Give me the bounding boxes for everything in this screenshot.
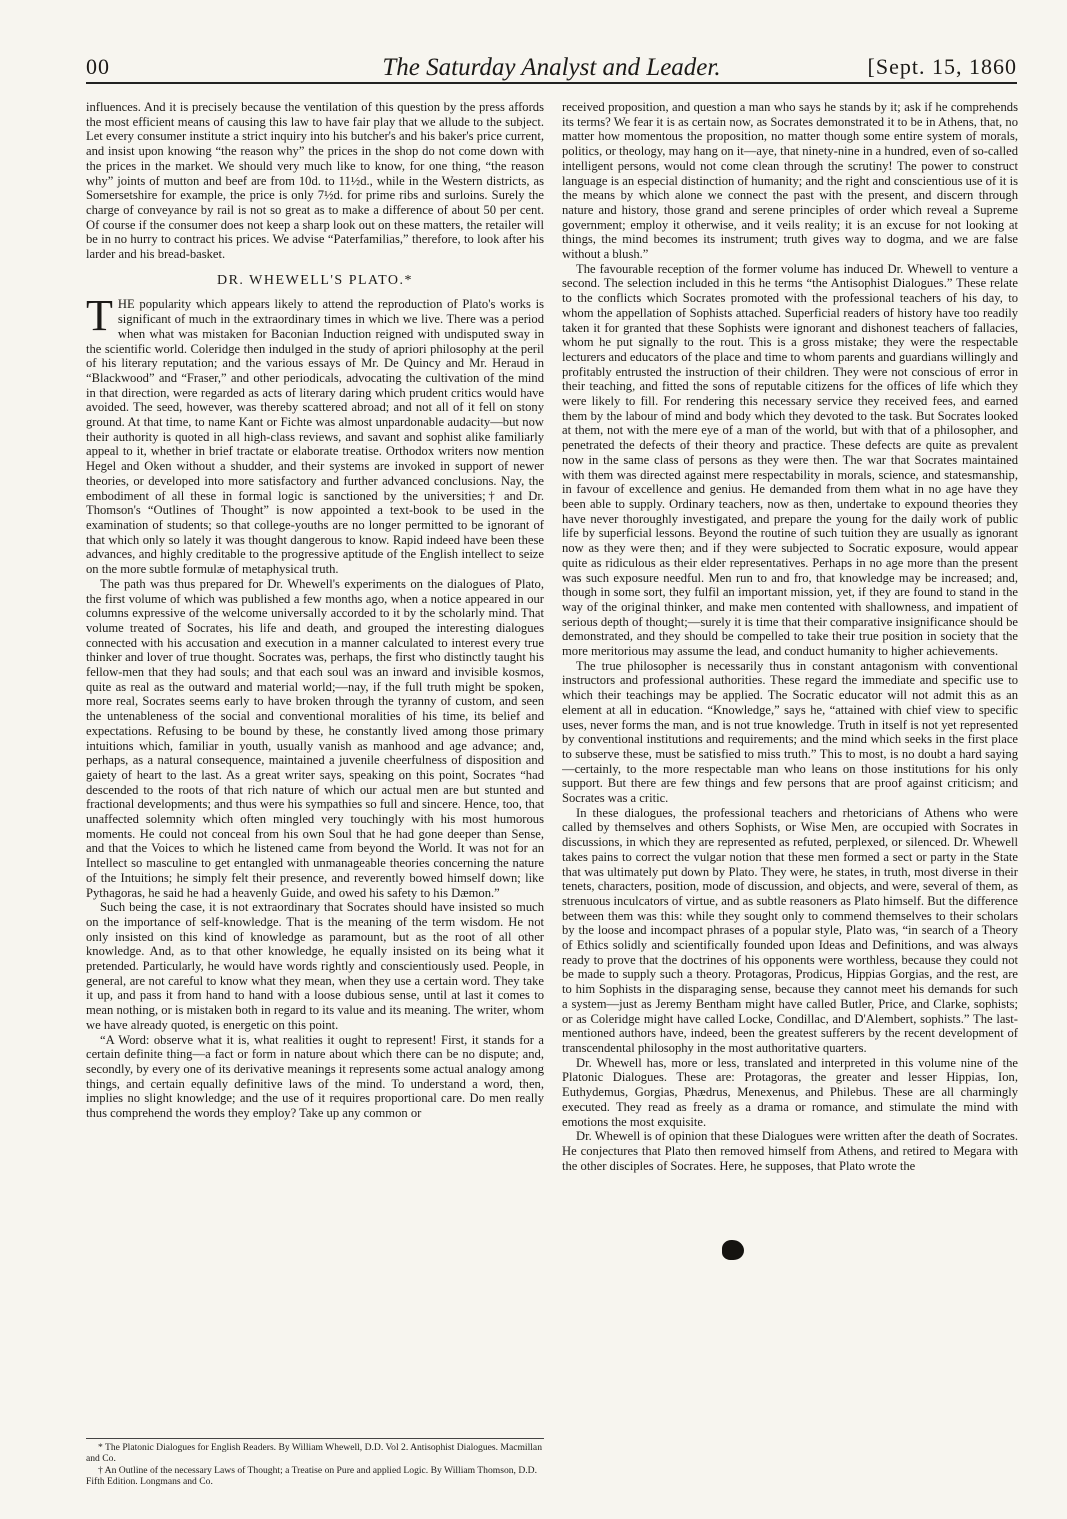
right-column bbox=[562, 100, 1018, 1440]
article-heading: DR. WHEWELL'S PLATO.* bbox=[216, 272, 414, 288]
article-paragraph: The favourable reception of the former volume has induced Dr. Whewell to venture a second. The selection included in this he terms “the Antisophist Dialogues.” These relate to the conflicts which Socrates promoted with the professional teachers of his day, to whom the appellation of Sophists attached. Superficial readers of history have too readily taken it for granted that these Sophists were ignorant and dishonest teachers of fallacies, whom he put signally to the rout. This is a gross mistake; they were the respectable lecturers and educators of the place and time to whom parents and guardians willingly and profitably entrusted the instruction of their children. They were not conscious of error in their teaching, and fitted the sons of reputable citizens for the offices of life which they were likely to fill. For rendering this necessary service they received fees, and earned them by the labour of mind and body which they devoted to the task. But Socrates looked at them, not with the mere eye of a man of the world, but with that of a philosopher, and penetrated the defects of their theory and practice. These defects are quite as prevalent now in the same class of persons as they were then. The war that Socrates maintained with them was directed against mere respectability in morals, science, and statesmanship, in favour of excellence and genius. He demanded from them what in no age have they been able to supply. Ordinary teachers, now as then, undertake to expound theories they have never thoroughly investigated, and prepare the young for the daily work of public life by superficial lessons. Beyond the routine of such tuition they are usually as ignorant now as they were then; and if they were subjected to Socratic exposure, would appear quite as ridiculous as their elder representatives. Perhaps in no age more than the present was such exposure needful. Men run to and fro, that knowledge may be increased; and, though in some sort, they fulfil an important mission, yet, if they are found to stand in the way of the original thinker, and make men contented with shallowness, and impatient of serious depth of thought;—surely it is time that their comparative insignificance should be demonstrated, and they should be compelled to take their true position in society that the more meritorious may assume the lead, and conduct humanity to higher achievements. bbox=[562, 261, 1018, 659]
publication-title: The Saturday Analyst and Leader. bbox=[382, 54, 721, 81]
article-paragraph: In these dialogues, the professional teachers and rhetoricians of Athens who were called by themselves and others Sophists, or Wise Men, are occupied with Socrates in discussions, in which they are represented as refuted, perplexed, or silenced. Dr. Whewell takes pains to correct the vulgar notion that these men formed a sect or party in the State that was ultimately put down by Plato. They were, he states, in truth, most diverse in their tenets, characters, position, mode of discussion, and objects, and were, several of them, as strenuous inculcators of virtue, and as subtle reasoners as Plato himself. But the difference between them was this: while they sought only to commend themselves to their scholars by the loose and incompact phrases of a popular style, Plato was, “in search of a Theory of Ethics solidly and scientifically founded upon Ideas and Definitions, and was always ready to prove that the doctrines of his opponents were worthless, because they could not be made to supply such a theory. Protagoras, Prodicus, Hippias Gorgias, and the rest, are to him Sophists in the disparaging sense, because they cannot meet his demands for such a system—just as Jeremy Bentham might have called Butler, Price, and Clarke, sophists; or as Coleridge might have called Locke, Condillac, and D'Alembert, sophists.” The last-mentioned authors have, indeed, been the greatest sufferers by the recent development of transcendental philosophy in the most authoritative quarters. bbox=[562, 805, 1018, 1055]
footnotes bbox=[86, 1438, 544, 1488]
article-paragraph: Such being the case, it is not extraordinary that Socrates should have insisted so much on the importance of self-knowledge. That is the meaning of the term wisdom. He not only insisted on this kind of knowledge as paramount, but as the root of all other knowledge. And, as to that other knowledge, he equally insisted on its being what it pretended. Particularly, he would have words rightly and conscientiously used. People, in general, are not careful to know what they mean, when they use a certain word. They take it up, and pass it from hand to hand with a loose dubious sense, until at last it comes to mean nothing, or is mistaken both in regard to its value and its meaning. The writer, whom we have already quoted, is energetic on this point. bbox=[86, 900, 544, 1032]
page-number: 00 bbox=[86, 54, 110, 79]
article-paragraph: received proposition, and question a man who says he stands by it; ask if he comprehends its terms? We fear it is as certain now, as Socrates demonstrated it to be in Athens, that, no matter how momentous the proposition, no matter though some entire system of morals, politics, or theology, may hang on it—aye, that ninety-nine in a hundred, even of so-called intelligent persons, would not come clean through the scrutiny! The power to construct language is an especial distinction of humanity; and the right and conscientious use of it is the means by which alone we connect the past with the present, and discern through nature and history, those grand and serene principles of order which reveal a Supreme government; employ it otherwise, and it veils reality; it is an excuse for not looking at things, the mind becomes its instrument; truth gives way to dogma, and we are false without a blush.” bbox=[562, 100, 1018, 262]
article-paragraph: “A Word: observe what it is, what realities it ought to represent! First, it stands for a certain definite thing—a fact or form in nature about which there can be no dispute; and, secondly, by every one of its derivative meanings it represents some actual analogy among things, and certain equally definitive laws of the mind. To understand a word, then, implies no slight knowledge; and the use of it requires proportional care. Do men really thus comprehend the words they employ? Take up any common or bbox=[86, 1032, 544, 1121]
issue-date: [Sept. 15, 1860 bbox=[867, 54, 1017, 79]
paragraph-text: HE popularity which appears likely to attend the reproduction of Plato's works is significant of much in the extraordinary times in which we live. There was a period when what was mistaken for Baconian Induction reigned with undisputed sway in the scientific world. Coleridge then indulged in the study of apriori philosophy at the peril of his literary reputation; and the various essays of Mr. De Quincy and Mr. Heraud in “Blackwood” and “Fraser,” and other periodicals, advocating the cultivation of the mind in that direction, were regarded as acts of literary daring which prudent critics would have avoided. The seed, however, was thereby scattered abroad; and not all of it fell on stony ground. At that time, to name Kant or Fichte was almost unpardonable audacity—but now their authority is quoted in all high-class reviews, and savant and sophist alike familiarly appeal to it, whether in brief tractate or elaborate treatise. Orthodox writers now mention Hegel and Oken without a shudder, and their systems are invoked in support of newer theories, or developed into more satisfactory and further advanced conclusions. Nay, the embodiment of all these in formal logic is sanctioned by the universities;† and Dr. Thomson's “Outlines of Thought” is now appointed a text-book to be used in the examination of students; so that college-youths are no longer permitted to be ignorant of that which only so lately it was thought dangerous to know. Rapid indeed have been these advances, and highly creditable to the progressive aptitude of the English intellect to seize on the more subtle formulæ of metaphysical truth. bbox=[86, 297, 544, 577]
article-paragraph: The path was thus prepared for Dr. Whewell's experiments on the dialogues of Plato, the first volume of which was published a few months ago, when a notice appeared in our columns expressive of the welcome universally accorded to it by the scholarly mind. That volume treated of Socrates, his life and death, and grouped the interesting dialogues connected with his accusation and execution in a manner calculated to interest every true thinker and lover of true thought. Socrates was, perhaps, the first who distinctly taught his fellow-men that they had souls; and that each soul was an inward and invisible kosmos, quite as real as the outward and material world;—nay, if the full truth might be spoken, more real, Socrates seems early to have broken through the tyranny of custom, and seen the untenableness of the social and conventional moralities of his time, its belief and expectations. Refusing to be bound by these, he constantly lived among those primary intuitions which, familiar in youth, usually vanish as manhood and age advance; and, perhaps, as a natural consequence, maintained a juvenile cheerfulness of disposition and gaiety of heart to the last. As a great writer says, speaking on this point, Socrates “had descended to the roots of that rich nature of which our actual men are but stunted and fractional developments; and thus were his sympathies so full and sincere. Hence, too, that unaffected solemnity which often mingled very touchingly with his most humorous moments. He could not conceal from his own Soul that he had gone deeper than Sense, and that the Voices to which he listened came from beyond the World. It was not for an Intellect so masculine to get entangled with unmanageable theories concerning the nature of the Intuitions; he simply felt their presence, and reverently bowed himself down; like Pythagoras, he said he had a heavenly Guide, and owed his safety to his Dæmon.” bbox=[86, 576, 544, 900]
footnote: * The Platonic Dialogues for English Readers. By William Whewell, D.D. Vol 2. Antisophist Dialogues. Macmillan and Co. bbox=[86, 1442, 542, 1465]
article-paragraph bbox=[86, 291, 544, 577]
left-column bbox=[86, 100, 544, 1440]
running-head bbox=[86, 52, 1017, 84]
drop-cap: T bbox=[86, 291, 113, 341]
ink-blot bbox=[722, 1240, 744, 1260]
article-paragraph: Dr. Whewell is of opinion that these Dialogues were written after the death of Socrates. He conjectures that Plato then removed himself from Athens, and retired to Megara with the other disciples of Socrates. Here, he supposes, that Plato wrote the bbox=[562, 1129, 1018, 1173]
article-paragraph: influences. And it is precisely because the ventilation of this question by the press affords the most efficient means of causing this law to have fair play that we allude to the subject. Let every consumer institute a strict inquiry into his butcher's and his baker's price current, and insist upon knowing “the reason why” the prices in the shop do not come down with the prices in the market. We should very much like to know, for one thing, “the reason why” joints of mutton and beef are from 10d. to 11½d., while in the Western districts, as Somersetshire for example, the price is only 7½d. for prime ribs and surloins. Surely the charge of conveyance by rail is not so great as to make a difference of about 50 per cent. Of course if the consumer does not keep a sharp look out on these matters, the retailer will be in no hurry to contract his prices. We advise “Paterfamilias,” therefore, to look after his larder and his bread-basket. bbox=[86, 100, 544, 262]
article-paragraph: The true philosopher is necessarily thus in constant antagonism with conventional instructors and professional authorities. These regard the immediate and specific use to which their teachings may be applied. The Socratic educator will not admit this as an element at all in education. “Knowledge,” says he, “attained with chief view to specific uses, never forms the man, and is not true knowledge. Truth in itself is not yet represented by conventional institutions and requirements; and the mind which seeks in the first place to subserve these, must be satisfied to miss truth.” This to most, is no doubt a hard saying—certainly, to the more respectable man who leans on those institutions for his only support. But there are few things and few persons that are proof against criticism; and Socrates was a critic. bbox=[562, 658, 1018, 806]
article-paragraph: Dr. Whewell has, more or less, translated and interpreted in this volume nine of the Platonic Dialogues. These are: Protagoras, the greater and lesser Hippias, Ion, Euthydemus, Gorgias, Phædrus, Menexenus, and Philebus. These are all charmingly executed. They read as freely as a drama or romance, and stimulate the mind with emotions the most exquisite. bbox=[562, 1055, 1018, 1129]
footnote: † An Outline of the necessary Laws of Thought; a Treatise on Pure and applied Logic. By William Thomson, D.D. Fifth Edition. Longmans and Co. bbox=[86, 1464, 537, 1488]
